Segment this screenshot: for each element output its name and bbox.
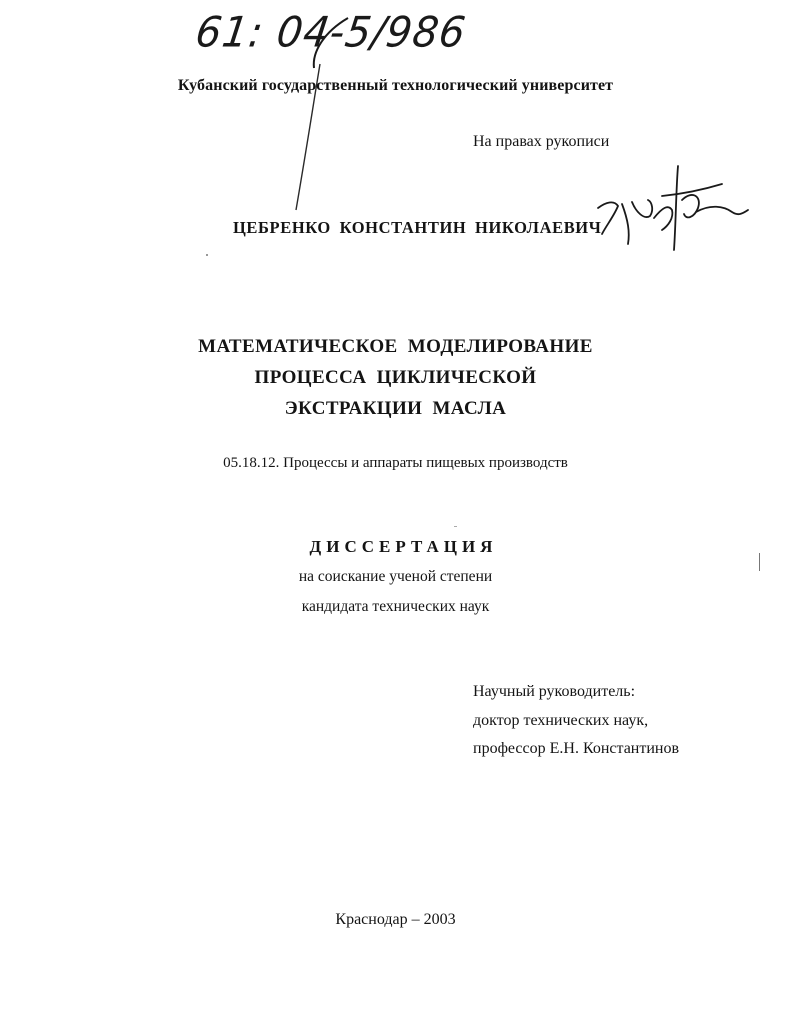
- specialty-code: 05.18.12. Процессы и аппараты пищевых производств: [223, 455, 568, 471]
- author-name: ЦЕБРЕНКО КОНСТАНТИН НИКОЛАЕВИЧ: [233, 218, 602, 237]
- scan-speck: [206, 254, 208, 256]
- document-type: ДИССЕРТАЦИЯ: [309, 537, 498, 556]
- handwritten-archive-number-text: 61: 04-5/986: [192, 8, 469, 58]
- scan-speck: [454, 526, 457, 527]
- manuscript-rights-note: На правах рукописи: [473, 133, 610, 150]
- author-signature: [592, 160, 752, 255]
- thesis-title-line-2: ПРОЦЕССА ЦИКЛИЧЕСКОЙ: [254, 367, 537, 388]
- university-name: Кубанский государственный технологический университет: [177, 77, 614, 94]
- thesis-title-line-1: МАТЕМАТИЧЕСКОЕ МОДЕЛИРОВАНИЕ: [198, 336, 593, 357]
- advisor-name: профессор Е.Н. Константинов: [473, 740, 680, 757]
- degree-line-1: на соискание ученой степени: [298, 568, 493, 585]
- degree-line-2: кандидата технических наук: [301, 598, 490, 615]
- advisor-degree: доктор технических наук,: [473, 712, 649, 729]
- scan-margin-mark: [759, 553, 760, 571]
- city-and-year: Краснодар – 2003: [335, 911, 456, 928]
- advisor-label: Научный руководитель:: [473, 683, 636, 700]
- thesis-title-line-3: ЭКСТРАКЦИИ МАСЛА: [284, 398, 507, 419]
